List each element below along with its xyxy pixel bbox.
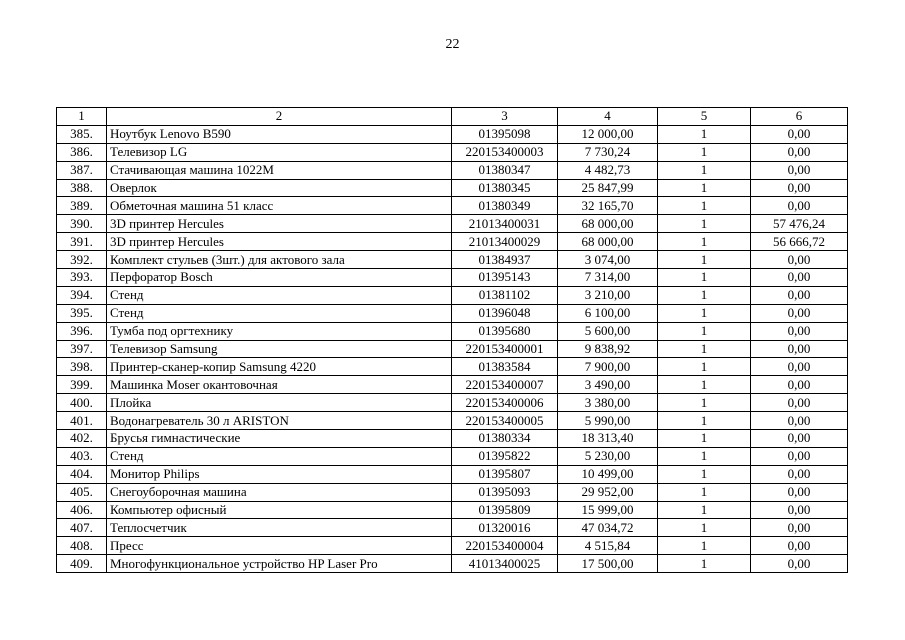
cost-cell: 4 515,84 [558,537,658,555]
inventory-number-cell: 01395809 [452,501,558,519]
quantity-cell: 1 [658,394,751,412]
table-row [57,430,848,448]
table-row [57,394,848,412]
table-row [57,537,848,555]
item-name-cell: 3D принтер Hercules [107,215,452,233]
cost-cell: 5 990,00 [558,412,658,430]
table-row [57,286,848,304]
cost-cell: 29 952,00 [558,483,658,501]
row-number-cell: 408. [57,537,107,555]
table-row [57,269,848,287]
quantity-cell: 1 [658,233,751,251]
table-row [57,143,848,161]
row-number-cell: 397. [57,340,107,358]
residual-value-cell: 0,00 [751,161,848,179]
cost-cell: 5 600,00 [558,322,658,340]
residual-value-cell: 0,00 [751,251,848,269]
row-number-cell: 409. [57,555,107,573]
row-number-cell: 405. [57,483,107,501]
residual-value-cell: 0,00 [751,501,848,519]
quantity-cell: 1 [658,358,751,376]
row-number-cell: 388. [57,179,107,197]
item-name-cell: Обметочная машина 51 класс [107,197,452,215]
inventory-number-cell: 01380345 [452,179,558,197]
quantity-cell: 1 [658,322,751,340]
item-name-cell: Многофункциональное устройство HP Laser Pro [107,555,452,573]
cost-cell: 3 380,00 [558,394,658,412]
residual-value-cell: 0,00 [751,376,848,394]
inventory-number-cell: 01395098 [452,125,558,143]
table-row [57,215,848,233]
quantity-cell: 1 [658,430,751,448]
item-name-cell: Перфоратор Bosch [107,269,452,287]
table-row [57,412,848,430]
residual-value-cell: 0,00 [751,269,848,287]
row-number-cell: 389. [57,197,107,215]
inventory-number-cell: 01384937 [452,251,558,269]
quantity-cell: 1 [658,412,751,430]
column-header: 6 [751,108,848,126]
item-name-cell: Пресс [107,537,452,555]
cost-cell: 17 500,00 [558,555,658,573]
table-body [57,125,848,572]
inventory-number-cell: 01395822 [452,447,558,465]
quantity-cell: 1 [658,501,751,519]
quantity-cell: 1 [658,465,751,483]
row-number-cell: 393. [57,269,107,287]
inventory-number-cell: 01395807 [452,465,558,483]
cost-cell: 12 000,00 [558,125,658,143]
residual-value-cell: 0,00 [751,519,848,537]
cost-cell: 18 313,40 [558,430,658,448]
residual-value-cell: 56 666,72 [751,233,848,251]
inventory-number-cell: 21013400029 [452,233,558,251]
quantity-cell: 1 [658,376,751,394]
row-number-cell: 398. [57,358,107,376]
inventory-number-cell: 220153400003 [452,143,558,161]
row-number-cell: 394. [57,286,107,304]
residual-value-cell: 0,00 [751,143,848,161]
quantity-cell: 1 [658,179,751,197]
cost-cell: 9 838,92 [558,340,658,358]
table-row [57,447,848,465]
residual-value-cell: 0,00 [751,304,848,322]
residual-value-cell: 0,00 [751,179,848,197]
cost-cell: 6 100,00 [558,304,658,322]
item-name-cell: Ноутбук Lenovo B590 [107,125,452,143]
item-name-cell: Снегоуборочная машина [107,483,452,501]
item-name-cell: 3D принтер Hercules [107,233,452,251]
row-number-cell: 402. [57,430,107,448]
item-name-cell: Телевизор LG [107,143,452,161]
quantity-cell: 1 [658,447,751,465]
table-row [57,376,848,394]
row-number-cell: 401. [57,412,107,430]
quantity-cell: 1 [658,340,751,358]
quantity-cell: 1 [658,483,751,501]
cost-cell: 5 230,00 [558,447,658,465]
row-number-cell: 387. [57,161,107,179]
item-name-cell: Плойка [107,394,452,412]
column-header: 3 [452,108,558,126]
item-name-cell: Стенд [107,304,452,322]
inventory-number-cell: 01380334 [452,430,558,448]
inventory-number-cell: 01320016 [452,519,558,537]
residual-value-cell: 0,00 [751,125,848,143]
inventory-number-cell: 01396048 [452,304,558,322]
inventory-table [56,107,848,573]
quantity-cell: 1 [658,215,751,233]
inventory-number-cell: 01380349 [452,197,558,215]
cost-cell: 7 730,24 [558,143,658,161]
inventory-number-cell: 220153400005 [452,412,558,430]
quantity-cell: 1 [658,304,751,322]
quantity-cell: 1 [658,161,751,179]
table-row [57,519,848,537]
item-name-cell: Монитор Philips [107,465,452,483]
quantity-cell: 1 [658,269,751,287]
cost-cell: 3 490,00 [558,376,658,394]
table-row [57,483,848,501]
quantity-cell: 1 [658,286,751,304]
item-name-cell: Водонагреватель 30 л ARISTON [107,412,452,430]
quantity-cell: 1 [658,251,751,269]
row-number-cell: 404. [57,465,107,483]
table-row [57,304,848,322]
residual-value-cell: 0,00 [751,412,848,430]
cost-cell: 7 900,00 [558,358,658,376]
residual-value-cell: 0,00 [751,197,848,215]
inventory-number-cell: 01383584 [452,358,558,376]
inventory-number-cell: 41013400025 [452,555,558,573]
inventory-number-cell: 01395143 [452,269,558,287]
table-row [57,179,848,197]
cost-cell: 25 847,99 [558,179,658,197]
quantity-cell: 1 [658,125,751,143]
item-name-cell: Компьютер офисный [107,501,452,519]
cost-cell: 32 165,70 [558,197,658,215]
cost-cell: 15 999,00 [558,501,658,519]
residual-value-cell: 57 476,24 [751,215,848,233]
row-number-cell: 395. [57,304,107,322]
residual-value-cell: 0,00 [751,340,848,358]
item-name-cell: Стенд [107,447,452,465]
table-row [57,465,848,483]
row-number-cell: 386. [57,143,107,161]
cost-cell: 3 210,00 [558,286,658,304]
residual-value-cell: 0,00 [751,483,848,501]
item-name-cell: Телевизор Samsung [107,340,452,358]
quantity-cell: 1 [658,519,751,537]
cost-cell: 47 034,72 [558,519,658,537]
column-header: 4 [558,108,658,126]
item-name-cell: Комплект стульев (3шт.) для актового зала [107,251,452,269]
inventory-number-cell: 220153400006 [452,394,558,412]
row-number-cell: 390. [57,215,107,233]
table-row [57,555,848,573]
table-row [57,233,848,251]
item-name-cell: Оверлок [107,179,452,197]
residual-value-cell: 0,00 [751,322,848,340]
table-row [57,501,848,519]
row-number-cell: 407. [57,519,107,537]
quantity-cell: 1 [658,555,751,573]
residual-value-cell: 0,00 [751,447,848,465]
row-number-cell: 396. [57,322,107,340]
residual-value-cell: 0,00 [751,555,848,573]
table-row [57,197,848,215]
page-number: 22 [445,37,460,52]
row-number-cell: 391. [57,233,107,251]
table-row [57,340,848,358]
row-number-cell: 400. [57,394,107,412]
inventory-number-cell: 01395680 [452,322,558,340]
cost-cell: 7 314,00 [558,269,658,287]
inventory-number-cell: 01380347 [452,161,558,179]
column-header: 2 [107,108,452,126]
row-number-cell: 385. [57,125,107,143]
item-name-cell: Стачивающая машина 1022М [107,161,452,179]
cost-cell: 68 000,00 [558,215,658,233]
quantity-cell: 1 [658,537,751,555]
residual-value-cell: 0,00 [751,537,848,555]
inventory-number-cell: 01395093 [452,483,558,501]
quantity-cell: 1 [658,143,751,161]
residual-value-cell: 0,00 [751,286,848,304]
quantity-cell: 1 [658,197,751,215]
cost-cell: 68 000,00 [558,233,658,251]
row-number-cell: 406. [57,501,107,519]
table-row [57,251,848,269]
cost-cell: 3 074,00 [558,251,658,269]
item-name-cell: Принтер-сканер-копир Samsung 4220 [107,358,452,376]
header-row [57,108,848,126]
item-name-cell: Тумба под оргтехнику [107,322,452,340]
item-name-cell: Стенд [107,286,452,304]
residual-value-cell: 0,00 [751,358,848,376]
item-name-cell: Брусья гимнастические [107,430,452,448]
inventory-number-cell: 220153400001 [452,340,558,358]
item-name-cell: Теплосчетчик [107,519,452,537]
row-number-cell: 392. [57,251,107,269]
residual-value-cell: 0,00 [751,430,848,448]
residual-value-cell: 0,00 [751,465,848,483]
inventory-number-cell: 01381102 [452,286,558,304]
row-number-cell: 399. [57,376,107,394]
table-row [57,358,848,376]
table-row [57,125,848,143]
inventory-number-cell: 21013400031 [452,215,558,233]
residual-value-cell: 0,00 [751,394,848,412]
cost-cell: 10 499,00 [558,465,658,483]
row-number-cell: 403. [57,447,107,465]
inventory-number-cell: 220153400004 [452,537,558,555]
table-row [57,322,848,340]
cost-cell: 4 482,73 [558,161,658,179]
table-row [57,161,848,179]
inventory-number-cell: 220153400007 [452,376,558,394]
column-header: 1 [57,108,107,126]
item-name-cell: Машинка Moser окантовочная [107,376,452,394]
column-header: 5 [658,108,751,126]
